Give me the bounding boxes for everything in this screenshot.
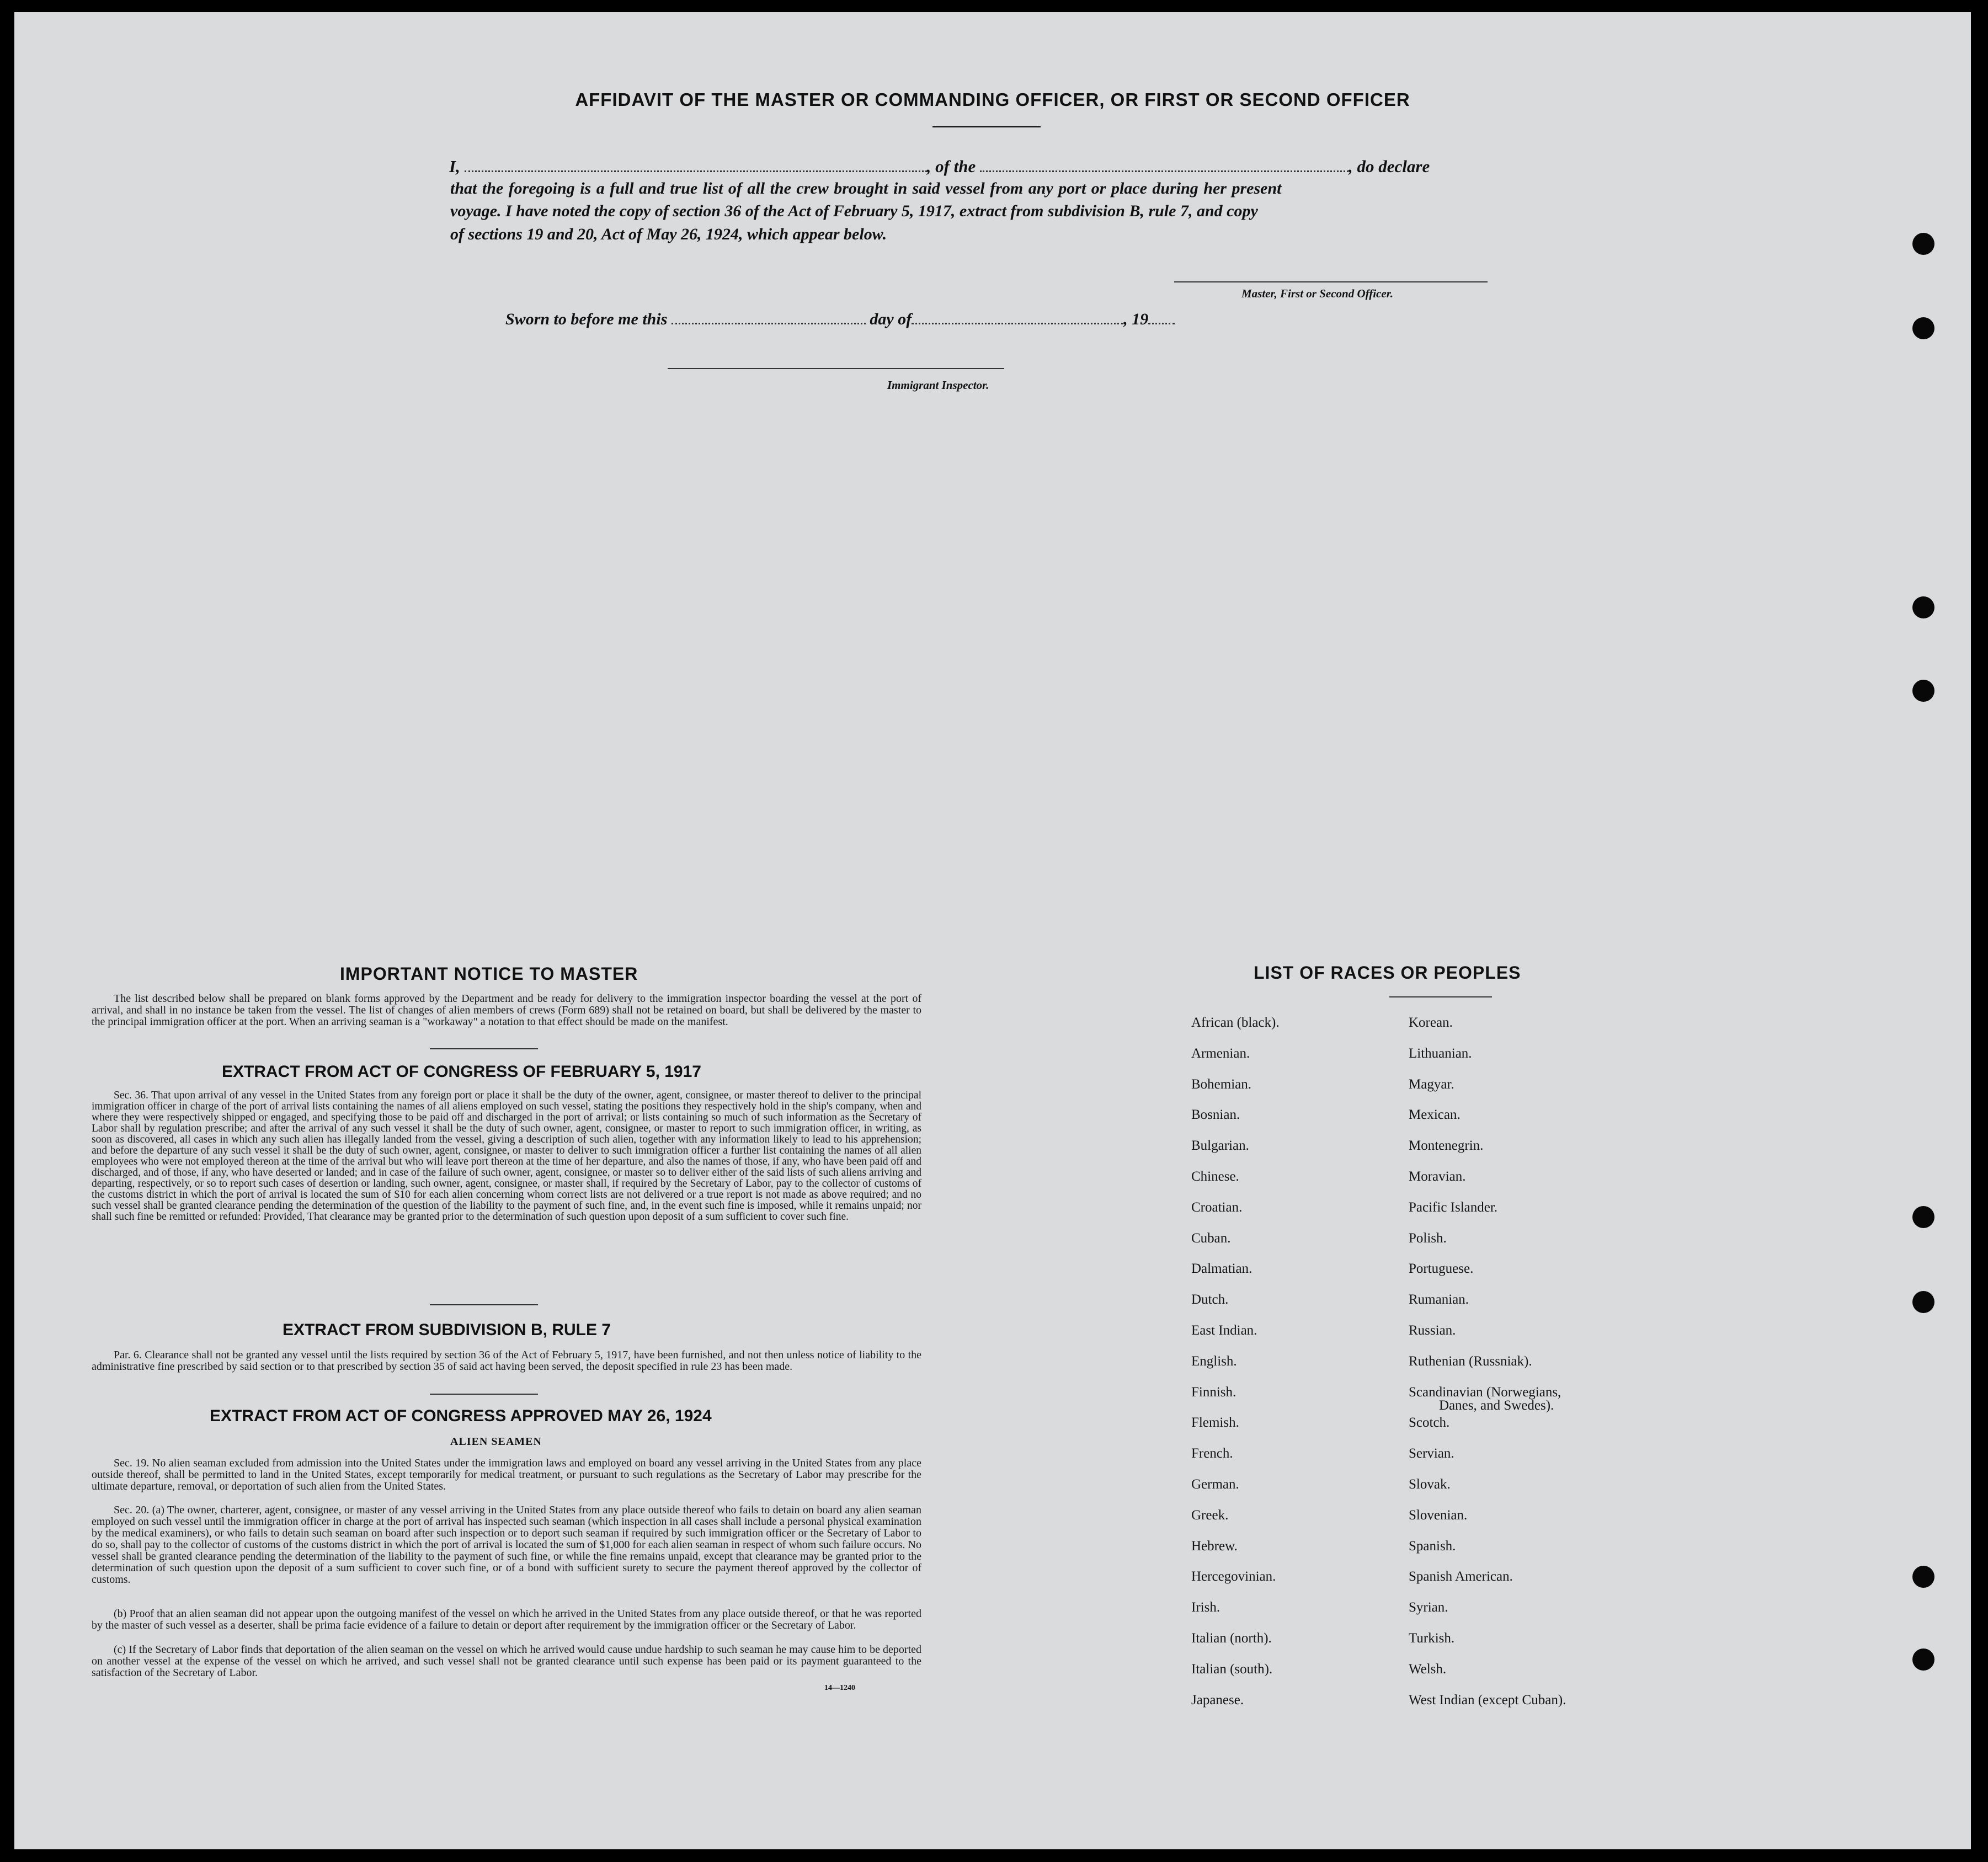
race-item: Cuban. <box>1191 1231 1231 1246</box>
alien-seamen-subtitle: ALIEN SEAMEN <box>450 1436 542 1448</box>
affidavit-line-4: of sections 19 and 20, Act of May 26, 1924, which appear below. <box>450 225 887 243</box>
sec20a-body: Sec. 20. (a) The owner, charterer, agent, consignee, or master of any vessel arriving in the United States from any place outside thereof who fails to detain on board any alien seaman employed on such vessel until the immigration officer in charge at the port of arrival has inspected such seaman (which inspection in all cases shall include a personal physical examination by the medical examiners), or who fails to detain such seaman on board after such inspection or to deport such seaman if required by such immigration officer or the Secretary of Labor to do so, shall pay to the collector of customs of the customs district in which the port of arrival is located the sum of $1,000 for each alien seaman in respect of whom such failure occurs. No vessel shall be granted clearance pending the determination of the liability to the payment of such fine, or while the fine remains unpaid, except that clearance may be granted prior to the determination of such question upon the deposit of a sum sufficient to cover such fine, or of a bond with sufficient surety to secure the payment thereof approved by the collector of customs. <box>92 1504 921 1586</box>
extract-1917-divider <box>430 1304 538 1305</box>
notice-title: IMPORTANT NOTICE TO MASTER <box>340 964 638 984</box>
extract-1924-title: EXTRACT FROM ACT OF CONGRESS APPROVED MAY 26, 1924 <box>210 1407 712 1425</box>
binder-hole <box>1912 1566 1934 1588</box>
sworn-year-blank[interactable] <box>1148 323 1175 324</box>
extract-rule7-body: Par. 6. Clearance shall not be granted any vessel until the lists required by section 36 of the Act of February 5, 1917, have been furnished, and not then unless notice of liability to the administrative fine prescribed by said section or to that prescribed by section 35 of said act having been served, the deposit specified in rule 23 has been made. <box>92 1349 921 1373</box>
race-item: Italian (north). <box>1191 1631 1272 1646</box>
race-item: Polish. <box>1409 1231 1447 1246</box>
races-divider <box>1389 996 1492 997</box>
race-item: Bosnian. <box>1191 1107 1240 1122</box>
binder-hole <box>1912 1206 1934 1228</box>
affidavit-title: AFFIDAVIT OF THE MASTER OR COMMANDING OFFICER, OR FIRST OR SECOND OFFICER <box>575 89 1410 110</box>
race-item: Ruthenian (Russniak). <box>1409 1354 1532 1369</box>
sworn-line <box>505 310 1175 329</box>
extract-1917-body: Sec. 36. That upon arrival of any vessel in the United States from any foreign port or place it shall be the duty of the owner, agent, consignee, or master thereof to deliver to the principal immigration officer in charge of the port of arrival lists containing the names of all aliens employed on such vessel, stating the positions they respectively hold in the ship's company, when and where they were respectively shipped or engaged, and specifying those to be paid off and discharged in the port of arrival; or lists containing so much of such information as the Secretary of Labor shall by regulation prescribe; and after the arrival of any such vessel it shall be the duty of such owner, agent, consignee, or master to report to such immigration officer, in writing, as soon as discovered, all cases in which any such alien has illegally landed from the vessel, giving a description of such alien, together with any information likely to lead to his apprehension; and before the departure of any such vessel it shall be the duty of such owner, agent, consignee, or master to deliver to such immigration officer a further list containing the names of all alien employees who were not employed thereon at the time of the arrival but who will leave port thereon at the time of her departure, and also the names of those, if any, who have been paid off and discharged, and of those, if any, who have deserted or landed; and in case of the failure of such owner, agent, consignee, or master so to deliver either of the said lists of such aliens arriving and departing, respectively, or so to report such cases of desertion or landing, such owner, agent, consignee, or master shall, if required by the Secretary of Labor, pay to the collector of customs of the customs district in which the port of arrival is located the sum of $10 for each alien concerning whom correct lists are not delivered or a true report is not made as above required; and no such vessel shall be granted clearance pending the determination of the question of the liability to the payment of such fine, and, in the event such fine is imposed, while it remains unpaid; nor shall such fine be remitted or refunded: Provided, That clearance may be granted prior to the determination of such question upon deposit of a sum sufficient to cover such fine. <box>92 1090 921 1223</box>
race-item: Spanish. <box>1409 1539 1456 1554</box>
notice-divider <box>430 1048 538 1049</box>
race-item: Portuguese. <box>1409 1261 1474 1276</box>
race-item: Russian. <box>1409 1323 1456 1338</box>
inspector-signature-line[interactable] <box>668 368 1004 369</box>
race-item: Dutch. <box>1191 1292 1229 1307</box>
sec19-body: Sec. 19. No alien seaman excluded from admission into the United States under the immigration laws and employed on board any vessel arriving in the United States from any place outside thereof, shall be permitted to land in the United States, except temporarily for medical treatment, or pursuant to such regulations as the Secretary of Labor may prescribe for the ultimate departure, removal, or deportation of such alien from the United States. <box>92 1457 921 1492</box>
race-item: Slovenian. <box>1409 1508 1468 1523</box>
day-of-label: day of <box>870 310 912 328</box>
race-item: Greek. <box>1191 1508 1229 1523</box>
sworn-label: Sworn to before me this <box>505 310 668 328</box>
binder-hole <box>1912 596 1934 618</box>
race-item: Spanish American. <box>1409 1569 1513 1584</box>
sec20b-body: (b) Proof that an alien seaman did not appear upon the outgoing manifest of the vessel on which he arrived in the United States from any place outside thereof, or that he was reported by the master of such vessel as a deserter, shall be prima facie evidence of a failure to detain or deport after requirement by the immigration officer or the Secretary of Labor. <box>92 1608 921 1631</box>
extract-1917-title: EXTRACT FROM ACT OF CONGRESS OF FEBRUARY 5, 1917 <box>222 1063 701 1081</box>
declare-label: , do declare <box>1349 157 1430 176</box>
form-page <box>14 12 1971 1849</box>
binder-hole <box>1912 1648 1934 1671</box>
extract-rule7-divider <box>430 1394 538 1395</box>
master-caption: Master, First or Second Officer. <box>1241 287 1393 300</box>
race-item: Flemish. <box>1191 1415 1239 1430</box>
master-signature-line[interactable] <box>1174 281 1488 282</box>
of-the-label: , of the <box>926 157 976 176</box>
race-item: Servian. <box>1409 1446 1454 1461</box>
notice-body: The list described below shall be prepared on blank forms approved by the Department and be ready for delivery to the immigration inspector boarding the vessel at the port of arrival, and shall in no instance be taken from the vessel. The list of changes of alien members of crews (Form 689) shall not be retained on board, but shall be delivered by the master to the principal immigration officer at the port. When an arriving seaman is a "workaway" a notation to that effect should be made on the manifest. <box>92 993 921 1028</box>
binder-hole <box>1912 317 1934 339</box>
race-item: Chinese. <box>1191 1169 1239 1184</box>
race-item: Mexican. <box>1409 1107 1461 1122</box>
race-item: English. <box>1191 1354 1237 1369</box>
race-item: Finnish. <box>1191 1385 1236 1400</box>
race-item-continuation: Danes, and Swedes). <box>1439 1398 1554 1413</box>
race-item: Bulgarian. <box>1191 1138 1249 1153</box>
form-number: 14—1240 <box>824 1684 855 1692</box>
race-item: Pacific Islander. <box>1409 1200 1498 1215</box>
race-item: Scandinavian (Norwegians, <box>1409 1385 1561 1400</box>
sec20c-body: (c) If the Secretary of Labor finds that deportation of the alien seaman on the vessel on which he arrived would cause undue hardship to such seaman he may cause him to be deported on another vessel at the expense of the vessel on which he arrived, and such vessel shall not be granted clearance until such expense has been paid or its payment guaranteed to the satisfaction of the Secretary of Labor. <box>92 1644 921 1679</box>
race-item: Rumanian. <box>1409 1292 1469 1307</box>
race-item: Bohemian. <box>1191 1077 1252 1092</box>
sworn-day-blank[interactable] <box>671 323 866 324</box>
vessel-name-blank[interactable] <box>980 170 1349 172</box>
race-item: Welsh. <box>1409 1662 1447 1677</box>
year-label: , 19 <box>1123 310 1149 328</box>
binder-hole <box>1912 233 1934 255</box>
race-item: German. <box>1191 1477 1239 1492</box>
race-item: Magyar. <box>1409 1077 1454 1092</box>
affidavit-line-2: that the foregoing is a full and true list of all the crew brought in said vessel from any port or place during her present <box>450 179 1282 198</box>
race-item: Moravian. <box>1409 1169 1466 1184</box>
race-item: French. <box>1191 1446 1233 1461</box>
race-item: Hebrew. <box>1191 1539 1238 1554</box>
race-item: Italian (south). <box>1191 1662 1273 1677</box>
race-item: West Indian (except Cuban). <box>1409 1693 1566 1708</box>
race-item: Turkish. <box>1409 1631 1455 1646</box>
race-item: Slovak. <box>1409 1477 1451 1492</box>
title-divider <box>932 126 1041 127</box>
affiant-i-label: I, <box>449 157 460 176</box>
race-item: Scotch. <box>1409 1415 1450 1430</box>
affidavit-line-3: voyage. I have noted the copy of section 36 of the Act of February 5, 1917, extract from subdivision B, rule 7, and copy <box>450 202 1258 220</box>
race-item: Armenian. <box>1191 1046 1250 1061</box>
binder-hole <box>1912 680 1934 702</box>
extract-rule7-title: EXTRACT FROM SUBDIVISION B, RULE 7 <box>283 1321 611 1339</box>
race-item: Lithuanian. <box>1409 1046 1472 1061</box>
race-item: Dalmatian. <box>1191 1261 1253 1276</box>
race-item: Korean. <box>1409 1015 1453 1030</box>
sworn-month-blank[interactable] <box>912 323 1123 324</box>
race-item: Hercegovinian. <box>1191 1569 1276 1584</box>
inspector-caption: Immigrant Inspector. <box>887 378 989 392</box>
races-title: LIST OF RACES OR PEOPLES <box>1254 963 1521 983</box>
binder-hole <box>1912 1291 1934 1313</box>
race-item: Croatian. <box>1191 1200 1243 1215</box>
affiant-name-blank[interactable] <box>465 170 927 172</box>
race-item: Montenegrin. <box>1409 1138 1484 1153</box>
race-item: Japanese. <box>1191 1693 1244 1708</box>
affidavit-line-1 <box>449 157 1430 177</box>
race-item: Syrian. <box>1409 1600 1448 1615</box>
race-item: Irish. <box>1191 1600 1220 1615</box>
race-item: African (black). <box>1191 1015 1280 1030</box>
race-item: East Indian. <box>1191 1323 1257 1338</box>
